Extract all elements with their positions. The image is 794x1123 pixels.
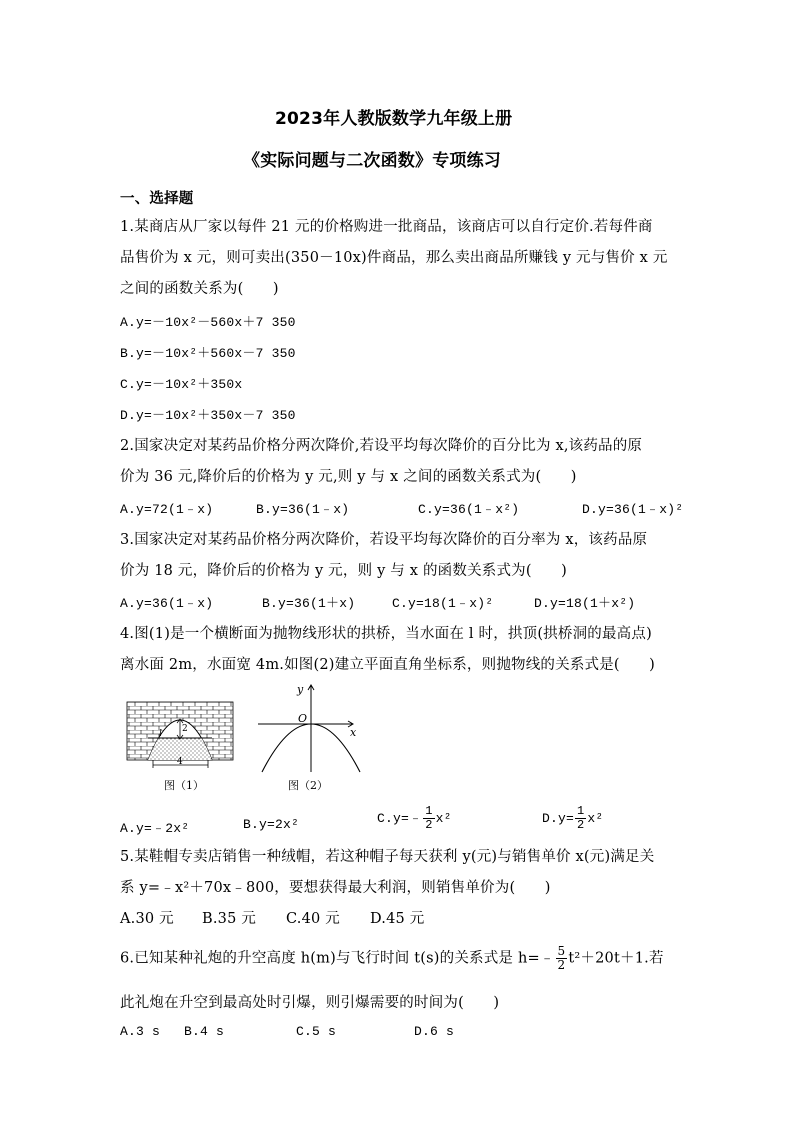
q6-fraction <box>556 945 568 972</box>
x-axis-label: x <box>350 726 357 739</box>
q2-option-c: C.y=36(1﹣x²) <box>418 502 520 517</box>
q5-line1: 5.某鞋帽专卖店销售一种绒帽，若这种帽子每天获利 y(元)与销售单价 x(元)满足关 <box>120 849 655 865</box>
q6-option-c: C.5 s <box>296 1024 337 1039</box>
doc-title: 2023年人教版数学九年级上册 <box>275 109 513 129</box>
q5-option-b: B.35 元 <box>202 911 257 927</box>
q4-option-c-prefix: C.y=﹣ <box>377 810 423 826</box>
q4-option-d-prefix: D.y= <box>542 810 575 826</box>
q3-option-c: C.y=18(1﹣x)² <box>392 596 494 611</box>
q6-line1-prefix: 6.已知某种礼炮的升空高度 h(m)与飞行时间 t(s)的关系式是 h=﹣ <box>120 950 555 967</box>
water-label: l <box>159 729 162 739</box>
q4-option-c-fraction <box>423 805 434 832</box>
q1-option-b: B.y=－10x²＋560x－7 350 <box>120 346 296 361</box>
q5-option-d: D.45 元 <box>370 911 425 927</box>
fraction-numerator: 1 <box>425 804 433 818</box>
q3-option-a: A.y=36(1﹣x) <box>120 596 214 611</box>
y-axis-label: y <box>297 683 304 696</box>
fraction-denominator: 2 <box>577 818 585 832</box>
q6-line2: 此礼炮在升空到最高处时引爆，则引爆需要的时间为( ) <box>120 995 500 1011</box>
q1-line1: 1.某商店从厂家以每件 21 元的价格购进一批商品，该商店可以自行定价.若每件商 <box>120 219 653 235</box>
q2-option-a: A.y=72(1﹣x) <box>120 502 214 517</box>
figure1-caption: 图（1） <box>164 779 204 792</box>
figure-arch-bridge <box>126 698 236 774</box>
height-label: 2 <box>182 724 188 734</box>
fraction-numerator: 1 <box>577 804 585 818</box>
origin-label: O <box>298 712 308 725</box>
q4-line1: 4.图(1)是一个横断面为抛物线形状的拱桥，当水面在 l 时，拱顶(拱桥洞的最高点) <box>120 626 652 642</box>
q2-option-d: D.y=36(1﹣x)² <box>582 502 684 517</box>
fraction-numerator: 5 <box>557 944 566 958</box>
doc-subtitle: 《实际问题与二次函数》专项练习 <box>243 151 501 171</box>
q5-option-a: A.30 元 <box>120 911 174 927</box>
q6-option-a: A.3 s <box>120 1024 161 1039</box>
q4-option-c-suffix: x² <box>435 810 452 826</box>
fraction-denominator: 2 <box>425 818 433 832</box>
q4-option-a: A.y=﹣2x² <box>120 821 190 836</box>
q1-option-d: D.y=－10x²＋350x－7 350 <box>120 408 296 423</box>
q6-line1-suffix: t²＋20t＋1.若 <box>568 950 664 967</box>
q2-line1: 2.国家决定对某药品价格分两次降价,若设平均每次降价的百分比为 x,该药品的原 <box>120 438 643 454</box>
q5-line2: 系 y=﹣x²＋70x﹣800，要想获得最大利润，则销售单价为( ) <box>120 880 551 896</box>
q1-option-c: C.y=－10x²＋350x <box>120 377 243 392</box>
q5-option-c: C.40 元 <box>286 911 340 927</box>
q6-line1 <box>120 945 664 972</box>
q3-option-b: B.y=36(1＋x) <box>262 596 356 611</box>
q1-line2: 品售价为 x 元，则可卖出(350－10x)件商品，那么卖出商品所赚钱 y 元与售价 x 元 <box>120 250 668 266</box>
q6-option-b: B.4 s <box>184 1024 225 1039</box>
q1-option-a: A.y=－10x²－560x＋7 350 <box>120 315 296 330</box>
section-heading: 一、选择题 <box>120 191 194 207</box>
q4-line2: 离水面 2m，水面宽 4m.如图(2)建立平面直角坐标系，则抛物线的关系式是( ) <box>120 657 656 673</box>
fraction-denominator: 2 <box>557 958 566 972</box>
q4-option-d <box>542 805 603 832</box>
q4-option-d-suffix: x² <box>587 810 604 826</box>
q1-line3: 之间的函数关系为( ) <box>120 281 279 297</box>
q4-option-d-fraction <box>575 805 586 832</box>
figure-parabola-axes <box>254 682 364 774</box>
q6-option-d: D.6 s <box>414 1024 455 1039</box>
width-label: 4 <box>177 757 183 767</box>
q3-line2: 价为 18 元，降价后的价格为 y 元，则 y 与 x 的函数关系式为( ) <box>120 563 567 579</box>
q4-option-c <box>377 805 452 832</box>
q2-option-b: B.y=36(1﹣x) <box>256 502 350 517</box>
q3-line1: 3.国家决定对某药品价格分两次降价，若设平均每次降价的百分率为 x，该药品原 <box>120 532 648 548</box>
q2-line2: 价为 36 元,降价后的价格为 y 元,则 y 与 x 之间的函数关系式为( ) <box>120 469 577 485</box>
figure2-caption: 图（2） <box>288 779 328 792</box>
q4-option-b: B.y=2x² <box>243 817 300 832</box>
q3-option-d: D.y=18(1＋x²) <box>534 596 636 611</box>
